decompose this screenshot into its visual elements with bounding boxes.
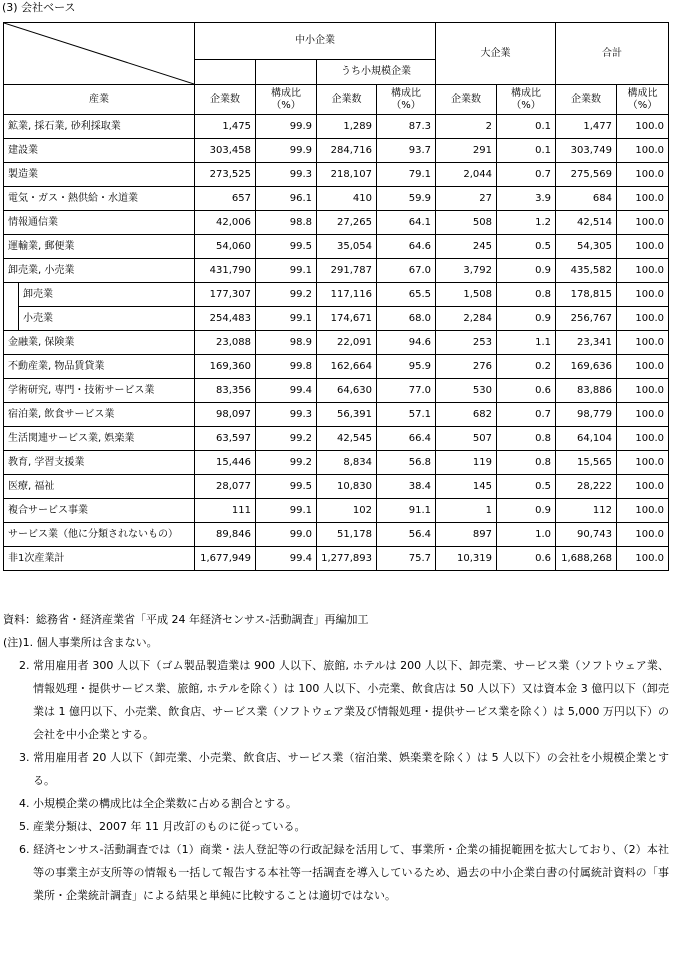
cell-large-ratio: 0.5 [497, 235, 556, 259]
industry-name: 生活関連サービス業, 娯楽業 [4, 427, 195, 451]
table-row [4, 451, 669, 475]
table-row [4, 187, 669, 211]
cell-total-count: 28,222 [556, 475, 617, 499]
table-row [4, 163, 669, 187]
industry-name: 非1次産業計 [4, 547, 195, 571]
cell-large-count: 10,319 [436, 547, 497, 571]
table-row [4, 403, 669, 427]
cell-sme-ratio: 99.2 [256, 283, 317, 307]
cell-small-count: 1,289 [317, 115, 377, 139]
industry-name: 運輸業, 郵便業 [4, 235, 195, 259]
note-1: (注)1. 個人事業所は含まない。 [3, 636, 158, 649]
cell-total-count: 64,104 [556, 427, 617, 451]
table-body [4, 115, 669, 571]
cell-small-ratio: 57.1 [377, 403, 436, 427]
cell-large-count: 682 [436, 403, 497, 427]
cell-sme-ratio: 98.9 [256, 331, 317, 355]
cell-large-ratio: 1.1 [497, 331, 556, 355]
cell-sme-ratio: 99.4 [256, 379, 317, 403]
cell-sme-ratio: 99.2 [256, 451, 317, 475]
cell-small-count: 1,277,893 [317, 547, 377, 571]
header-total-count: 企業数 [556, 85, 617, 115]
industry-name: 卸売業, 小売業 [4, 259, 195, 283]
cell-sme-count: 254,483 [195, 307, 256, 331]
cell-large-ratio: 1.2 [497, 211, 556, 235]
table-row [4, 499, 669, 523]
header-large: 大企業 [436, 23, 556, 85]
cell-large-ratio: 0.1 [497, 139, 556, 163]
cell-small-ratio: 38.4 [377, 475, 436, 499]
table-row [4, 115, 669, 139]
table-row [4, 331, 669, 355]
table-row [4, 355, 669, 379]
industry-name: 複合サービス事業 [4, 499, 195, 523]
cell-small-ratio: 65.5 [377, 283, 436, 307]
note-2: 2. 常用雇用者 300 人以下（ゴム製品製造業は 900 人以下、旅館, ホテルは 200 人以下、卸売業、サービス業（ソフトウェア業、情報処理・提供サービス業、旅館, ホテルを除く）は 100 人以下、小売業、飲食店は 50 人以下）又は資本金 3 億円以下（卸売業は 1 億円以下、小売業、飲食店、サービス業（ソフトウェア業及び情報処理・提供サービス業を除く）は 5,000 万円以下）の会社を中小企業とする。 [19, 659, 669, 741]
cell-small-count: 10,830 [317, 475, 377, 499]
industry-name: 教育, 学習支援業 [4, 451, 195, 475]
cell-sme-ratio: 99.1 [256, 259, 317, 283]
cell-small-count: 291,787 [317, 259, 377, 283]
cell-total-count: 112 [556, 499, 617, 523]
cell-sme-ratio: 99.9 [256, 115, 317, 139]
cell-total-ratio: 100.0 [617, 379, 669, 403]
cell-small-count: 102 [317, 499, 377, 523]
cell-large-count: 245 [436, 235, 497, 259]
cell-large-ratio: 0.9 [497, 259, 556, 283]
cell-small-ratio: 64.6 [377, 235, 436, 259]
industry-name: 卸売業 [19, 283, 195, 307]
table-row [4, 235, 669, 259]
header-industry: 産業 [4, 85, 195, 115]
cell-total-count: 178,815 [556, 283, 617, 307]
diagonal-corner-cell [4, 23, 195, 85]
cell-large-count: 507 [436, 427, 497, 451]
cell-sme-count: 98,097 [195, 403, 256, 427]
cell-total-ratio: 100.0 [617, 475, 669, 499]
cell-small-count: 35,054 [317, 235, 377, 259]
cell-large-ratio: 0.8 [497, 427, 556, 451]
cell-large-ratio: 0.9 [497, 307, 556, 331]
cell-sme-count: 28,077 [195, 475, 256, 499]
indent-spacer [4, 283, 19, 307]
cell-total-ratio: 100.0 [617, 403, 669, 427]
cell-total-count: 275,569 [556, 163, 617, 187]
header-small: うち小規模企業 [317, 60, 436, 85]
diagonal-line [4, 23, 194, 84]
cell-large-ratio: 0.6 [497, 379, 556, 403]
cell-large-count: 291 [436, 139, 497, 163]
cell-total-ratio: 100.0 [617, 211, 669, 235]
cell-total-ratio: 100.0 [617, 451, 669, 475]
cell-small-count: 22,091 [317, 331, 377, 355]
cell-sme-ratio: 98.8 [256, 211, 317, 235]
cell-sme-ratio: 96.1 [256, 187, 317, 211]
cell-total-count: 169,636 [556, 355, 617, 379]
table-caption: (3) 会社ベース [2, 1, 76, 14]
cell-sme-count: 15,446 [195, 451, 256, 475]
cell-large-ratio: 0.2 [497, 355, 556, 379]
table-row [4, 307, 669, 331]
cell-total-ratio: 100.0 [617, 355, 669, 379]
cell-large-ratio: 1.0 [497, 523, 556, 547]
cell-total-count: 684 [556, 187, 617, 211]
industry-name: サービス業（他に分類されないもの） [4, 523, 195, 547]
cell-small-count: 64,630 [317, 379, 377, 403]
cell-large-count: 27 [436, 187, 497, 211]
industry-name: 鉱業, 採石業, 砂利採取業 [4, 115, 195, 139]
cell-sme-ratio: 99.2 [256, 427, 317, 451]
cell-small-ratio: 66.4 [377, 427, 436, 451]
header-large-ratio: 構成比（%） [497, 85, 556, 115]
cell-large-count: 3,792 [436, 259, 497, 283]
note-4: 4. 小規模企業の構成比は全企業数に占める割合とする。 [19, 797, 297, 810]
cell-total-count: 15,565 [556, 451, 617, 475]
industry-name: 建設業 [4, 139, 195, 163]
cell-small-ratio: 93.7 [377, 139, 436, 163]
industry-name: 医療, 福祉 [4, 475, 195, 499]
cell-total-count: 1,688,268 [556, 547, 617, 571]
cell-small-count: 218,107 [317, 163, 377, 187]
header-sme: 中小企業 [195, 23, 436, 60]
table-row [4, 475, 669, 499]
cell-sme-count: 42,006 [195, 211, 256, 235]
cell-large-ratio: 0.8 [497, 451, 556, 475]
cell-sme-ratio: 99.1 [256, 499, 317, 523]
cell-small-count: 8,834 [317, 451, 377, 475]
industry-name: 不動産業, 物品賃貸業 [4, 355, 195, 379]
cell-small-count: 42,545 [317, 427, 377, 451]
cell-sme-count: 1,677,949 [195, 547, 256, 571]
cell-sme-count: 431,790 [195, 259, 256, 283]
cell-total-ratio: 100.0 [617, 283, 669, 307]
cell-sme-count: 177,307 [195, 283, 256, 307]
cell-large-ratio: 0.9 [497, 499, 556, 523]
cell-large-count: 119 [436, 451, 497, 475]
industry-name: 電気・ガス・熱供給・水道業 [4, 187, 195, 211]
notes-section [3, 608, 669, 907]
cell-sme-count: 111 [195, 499, 256, 523]
cell-large-ratio: 0.7 [497, 403, 556, 427]
cell-total-ratio: 100.0 [617, 499, 669, 523]
cell-total-count: 435,582 [556, 259, 617, 283]
industry-name: 学術研究, 専門・技術サービス業 [4, 379, 195, 403]
cell-large-count: 2,284 [436, 307, 497, 331]
cell-large-count: 253 [436, 331, 497, 355]
cell-sme-count: 63,597 [195, 427, 256, 451]
header-total-ratio: 構成比（%） [617, 85, 669, 115]
cell-small-ratio: 91.1 [377, 499, 436, 523]
cell-total-count: 1,477 [556, 115, 617, 139]
cell-small-count: 410 [317, 187, 377, 211]
cell-sme-count: 89,846 [195, 523, 256, 547]
cell-total-count: 90,743 [556, 523, 617, 547]
cell-small-ratio: 77.0 [377, 379, 436, 403]
cell-large-count: 897 [436, 523, 497, 547]
table-row [4, 523, 669, 547]
header-total: 合計 [556, 23, 669, 85]
header-sme-ratio: 構成比（%） [256, 85, 317, 115]
cell-small-ratio: 94.6 [377, 331, 436, 355]
note-5: 5. 産業分類は、2007 年 11 月改訂のものに従っている。 [19, 820, 306, 833]
cell-large-ratio: 0.5 [497, 475, 556, 499]
cell-large-count: 145 [436, 475, 497, 499]
cell-total-count: 83,886 [556, 379, 617, 403]
cell-sme-count: 83,356 [195, 379, 256, 403]
cell-total-ratio: 100.0 [617, 331, 669, 355]
cell-total-count: 256,767 [556, 307, 617, 331]
cell-small-ratio: 87.3 [377, 115, 436, 139]
cell-large-ratio: 0.7 [497, 163, 556, 187]
cell-small-count: 284,716 [317, 139, 377, 163]
cell-sme-ratio: 99.5 [256, 235, 317, 259]
cell-sme-ratio: 99.0 [256, 523, 317, 547]
indent-spacer [4, 307, 19, 331]
cell-sme-ratio: 99.3 [256, 163, 317, 187]
cell-small-ratio: 75.7 [377, 547, 436, 571]
cell-small-ratio: 56.4 [377, 523, 436, 547]
header-sme-count: 企業数 [195, 85, 256, 115]
cell-large-count: 530 [436, 379, 497, 403]
industry-name: 小売業 [19, 307, 195, 331]
cell-sme-count: 23,088 [195, 331, 256, 355]
table-row [4, 259, 669, 283]
enterprise-count-table [3, 22, 669, 571]
cell-sme-ratio: 99.8 [256, 355, 317, 379]
cell-sme-ratio: 99.5 [256, 475, 317, 499]
cell-sme-count: 273,525 [195, 163, 256, 187]
industry-name: 宿泊業, 飲食サービス業 [4, 403, 195, 427]
cell-total-count: 303,749 [556, 139, 617, 163]
cell-large-ratio: 0.8 [497, 283, 556, 307]
cell-total-ratio: 100.0 [617, 235, 669, 259]
cell-total-count: 42,514 [556, 211, 617, 235]
table-row [4, 211, 669, 235]
cell-total-ratio: 100.0 [617, 187, 669, 211]
cell-large-count: 2 [436, 115, 497, 139]
cell-total-ratio: 100.0 [617, 115, 669, 139]
cell-total-ratio: 100.0 [617, 427, 669, 451]
note-6: 6. 経済センサス‐活動調査では（1）商業・法人登記等の行政記録を活用して、事業所・企業の捕捉範囲を拡大しており、（2）本社等の事業主が支所等の情報も一括して報告する本社等一括調査を導入しているため、過去の中小企業白書の付属統計資料の「事業所・企業統計調査」による結果と単純に比較することは適切ではない。 [19, 843, 669, 902]
cell-sme-count: 169,360 [195, 355, 256, 379]
cell-small-count: 162,664 [317, 355, 377, 379]
cell-small-ratio: 95.9 [377, 355, 436, 379]
cell-sme-count: 1,475 [195, 115, 256, 139]
cell-sme-ratio: 99.4 [256, 547, 317, 571]
cell-large-count: 276 [436, 355, 497, 379]
cell-large-count: 2,044 [436, 163, 497, 187]
header-large-count: 企業数 [436, 85, 497, 115]
note-3: 3. 常用雇用者 20 人以下（卸売業、小売業、飲食店、サービス業（宿泊業、娯楽業を除く）は 5 人以下）の会社を小規模企業とする。 [19, 751, 669, 787]
cell-small-count: 174,671 [317, 307, 377, 331]
table-row [4, 379, 669, 403]
cell-sme-ratio: 99.3 [256, 403, 317, 427]
cell-total-ratio: 100.0 [617, 139, 669, 163]
cell-small-ratio: 56.8 [377, 451, 436, 475]
cell-total-ratio: 100.0 [617, 547, 669, 571]
table-row [4, 283, 669, 307]
cell-small-count: 51,178 [317, 523, 377, 547]
industry-name: 情報通信業 [4, 211, 195, 235]
cell-total-ratio: 100.0 [617, 523, 669, 547]
cell-small-count: 27,265 [317, 211, 377, 235]
cell-small-count: 117,116 [317, 283, 377, 307]
cell-sme-count: 303,458 [195, 139, 256, 163]
cell-sme-count: 54,060 [195, 235, 256, 259]
cell-sme-count: 657 [195, 187, 256, 211]
cell-small-ratio: 64.1 [377, 211, 436, 235]
header-small-ratio: 構成比（%） [377, 85, 436, 115]
table-row [4, 547, 669, 571]
cell-small-ratio: 59.9 [377, 187, 436, 211]
cell-small-ratio: 79.1 [377, 163, 436, 187]
cell-total-count: 98,779 [556, 403, 617, 427]
cell-sme-ratio: 99.1 [256, 307, 317, 331]
cell-large-count: 508 [436, 211, 497, 235]
cell-large-ratio: 3.9 [497, 187, 556, 211]
cell-total-ratio: 100.0 [617, 163, 669, 187]
cell-small-ratio: 68.0 [377, 307, 436, 331]
cell-total-count: 23,341 [556, 331, 617, 355]
cell-large-count: 1 [436, 499, 497, 523]
industry-name: 金融業, 保険業 [4, 331, 195, 355]
table-row [4, 139, 669, 163]
cell-small-count: 56,391 [317, 403, 377, 427]
table-row [4, 427, 669, 451]
source-note: 資料：総務省・経済産業省「平成 24 年経済センサス‐活動調査」再編加工 [3, 613, 369, 626]
industry-name: 製造業 [4, 163, 195, 187]
cell-large-ratio: 0.6 [497, 547, 556, 571]
cell-small-ratio: 67.0 [377, 259, 436, 283]
cell-total-ratio: 100.0 [617, 307, 669, 331]
cell-large-ratio: 0.1 [497, 115, 556, 139]
cell-sme-ratio: 99.9 [256, 139, 317, 163]
cell-total-ratio: 100.0 [617, 259, 669, 283]
cell-large-count: 1,508 [436, 283, 497, 307]
cell-total-count: 54,305 [556, 235, 617, 259]
header-small-count: 企業数 [317, 85, 377, 115]
